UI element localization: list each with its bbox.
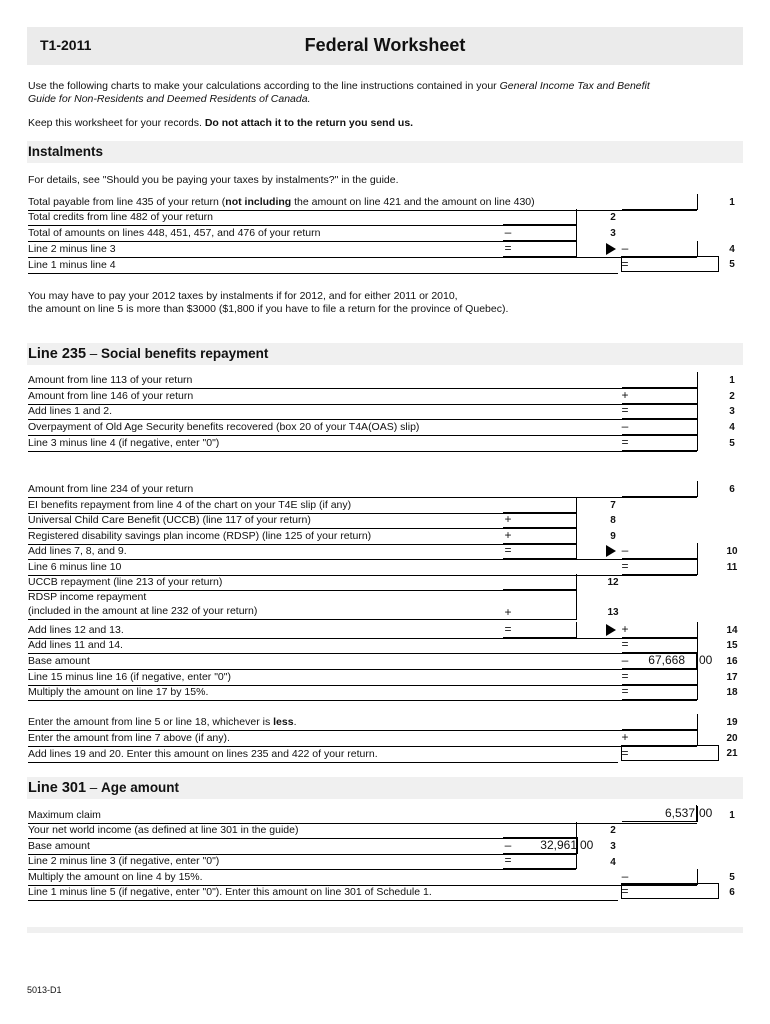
line235-field-7[interactable]: [503, 497, 577, 513]
line235-row-7: EI benefits repayment from line 4 of the chart on your T4E slip (if any): [28, 497, 576, 514]
line235-section-header: [27, 343, 743, 365]
minus-sign: –: [504, 838, 512, 852]
line-number: 5: [729, 438, 735, 449]
instalments-row-2: Total credits from line 482 of your return: [28, 209, 576, 226]
form-code: 5013-D1: [27, 985, 62, 995]
line-number: 1: [729, 375, 735, 386]
instalments-line-2-field[interactable]: [503, 209, 577, 225]
equals-sign: =: [504, 622, 512, 636]
equals-sign: =: [621, 684, 629, 698]
cents-divider: [577, 837, 578, 854]
line235-row-10: Add lines 7, 8, and 9.: [28, 543, 697, 560]
line-number: 9: [610, 531, 616, 542]
line235-subtotal-10[interactable]: [503, 543, 577, 559]
equals-sign: =: [621, 257, 629, 271]
line235-row-18: Multiply the amount on line 17 by 15%.: [28, 684, 697, 701]
line235-row-12: UCCB repayment (line 213 of your return): [28, 574, 576, 591]
minus-sign: –: [621, 241, 629, 255]
line235-row-13-label-2: (included in the amount at line 232 of your return): [28, 604, 576, 620]
line-number: 13: [607, 607, 619, 618]
line301-row-5: Multiply the amount on line 4 by 15%.: [28, 869, 697, 886]
line-number: 14: [726, 625, 738, 636]
line-number: 2: [729, 391, 735, 402]
instalments-footnote: You may have to pay your 2012 taxes by instalments if for 2012, and for either 2011 or 2010, the amount on line 5 is more than $3000 ($1,800 if you have to file a return for the province of Quebec).: [28, 290, 509, 315]
line301-result-6[interactable]: [621, 883, 719, 899]
instalments-line-3-field[interactable]: [503, 225, 577, 241]
line-number: 16: [726, 656, 738, 667]
line301-row-2: Your net world income (as defined at line 301 in the guide): [28, 822, 576, 839]
line235-subtotal-14[interactable]: [503, 622, 577, 638]
equals-sign: =: [621, 637, 629, 651]
equals-sign: =: [504, 543, 512, 557]
instalments-line-5-result[interactable]: [621, 256, 719, 272]
line235-field-10[interactable]: [622, 543, 698, 559]
line235-field-8[interactable]: [503, 512, 577, 528]
line235-field-18[interactable]: [622, 684, 698, 700]
line235-field-3[interactable]: [622, 403, 698, 419]
line235-field-15[interactable]: [622, 637, 698, 653]
line235-field-17[interactable]: [622, 669, 698, 685]
line-number: 18: [726, 687, 738, 698]
line235-row-9: Registered disability savings plan income (RDSP) (line 125 of your return): [28, 528, 576, 545]
equals-sign: =: [621, 403, 629, 417]
equals-sign: =: [621, 559, 629, 573]
line301-max-dollars: 6,537: [664, 806, 695, 820]
plus-sign: +: [621, 622, 629, 636]
arrow-right-icon: [606, 545, 616, 557]
line301-title: Line 301 – Age amount: [28, 780, 180, 796]
line-number: 2: [610, 825, 616, 836]
line235-field-2[interactable]: [622, 388, 698, 404]
line-number: 21: [726, 748, 738, 759]
plus-sign: +: [504, 512, 512, 526]
line235-field-12[interactable]: [503, 574, 577, 590]
line235-field-9[interactable]: [503, 528, 577, 544]
intro-paragraph: Use the following charts to make your calculations according to the line instructions contained in your General Income Tax and Benefit Guide for Non-Residents and Deemed Residents of Canada.: [28, 80, 650, 105]
equals-sign: =: [621, 669, 629, 683]
plus-sign: +: [621, 730, 629, 744]
instalments-line-4-field[interactable]: [622, 241, 698, 257]
equals-sign: =: [504, 241, 512, 255]
records-note: Keep this worksheet for your records. Do not attach it to the return you send us.: [28, 117, 414, 129]
header-bar: [27, 27, 743, 65]
line235-field-5[interactable]: [622, 435, 698, 451]
line235-field-19[interactable]: [622, 714, 698, 730]
equals-sign: =: [621, 746, 629, 760]
line235-row-5: Line 3 minus line 4 (if negative, enter "0"): [28, 435, 697, 452]
line-number: 15: [726, 640, 738, 651]
line301-row-6: Line 1 minus line 5 (if negative, enter "0"). Enter this amount on line 301 of Schedule 1.: [28, 884, 618, 901]
line235-result-21[interactable]: [621, 745, 719, 761]
line-number: 8: [610, 515, 616, 526]
line235-field-20[interactable]: [622, 730, 698, 746]
line235-row-16: Base amount: [28, 653, 697, 670]
line235-row-19: Enter the amount from line 5 or line 18, whichever is less.: [28, 714, 697, 731]
line-number: 20: [726, 733, 738, 744]
cents-divider: [696, 805, 697, 822]
line235-row-2: Amount from line 146 of your return: [28, 388, 697, 405]
line301-section-header: [27, 777, 743, 799]
line-number: 2: [610, 212, 616, 223]
minus-sign: –: [621, 419, 629, 433]
instalments-line-4-subtotal[interactable]: [503, 241, 577, 257]
minus-sign: –: [621, 869, 629, 883]
line-number: 5: [729, 259, 735, 270]
line235-row-4: Overpayment of Old Age Security benefits recovered (box 20 of your T4A(OAS) slip): [28, 419, 697, 436]
line235-field-13[interactable]: [503, 590, 577, 620]
line-number: 6: [729, 484, 735, 495]
line-number: 4: [610, 857, 616, 868]
line-number: 6: [729, 887, 735, 898]
line235-field-14[interactable]: [622, 622, 698, 638]
equals-sign: =: [621, 435, 629, 449]
line-number: 4: [729, 244, 735, 255]
plus-sign: +: [621, 388, 629, 402]
line235-field-6[interactable]: [622, 481, 698, 497]
line-number: 1: [729, 197, 735, 208]
minus-sign: –: [621, 543, 629, 557]
line-number: 3: [610, 228, 616, 239]
line-number: 10: [726, 546, 738, 557]
plus-sign: +: [504, 528, 512, 542]
minus-sign: –: [504, 225, 512, 239]
line-number: 7: [610, 500, 616, 511]
line301-field-2[interactable]: [503, 822, 577, 838]
line301-base-cents: 00: [580, 838, 594, 852]
instalments-row-3: Total of amounts on lines 448, 451, 457, and 476 of your return: [28, 225, 576, 242]
line235-row-17: Line 15 minus line 16 (if negative, enter "0"): [28, 669, 697, 686]
instalments-row-4: Line 2 minus line 3: [28, 241, 697, 258]
instalments-row-1: Total payable from line 435 of your return (not including the amount on line 421 and the amount on line 430): [28, 194, 697, 211]
line235-row-14: Add lines 12 and 13.: [28, 622, 697, 639]
line301-row-3: Base amount: [28, 838, 576, 855]
line-number: 17: [726, 672, 738, 683]
arrow-right-icon: [606, 243, 616, 255]
cents-divider: [696, 652, 697, 669]
line235-row-21: Add lines 19 and 20. Enter this amount on lines 235 and 422 of your return.: [28, 746, 618, 763]
arrow-right-icon: [606, 624, 616, 636]
line301-max-cents: 00: [699, 806, 713, 820]
line235-base-cents: 00: [699, 653, 713, 667]
line235-row-1: Amount from line 113 of your return: [28, 372, 697, 389]
plus-sign: +: [504, 605, 512, 619]
line301-field-4[interactable]: [503, 853, 577, 869]
line-number: 1: [729, 810, 735, 821]
line-number: 3: [610, 841, 616, 852]
equals-sign: =: [621, 884, 629, 898]
line-number: 4: [729, 422, 735, 433]
instalments-line-1-field[interactable]: [622, 194, 698, 210]
line301-row-1: Maximum claim: [28, 807, 697, 824]
page-title: Federal Worksheet: [304, 35, 466, 55]
line235-row-13-label-1: RDSP income repayment: [28, 591, 147, 603]
line301-row-4: Line 2 minus line 3 (if negative, enter "0"): [28, 853, 576, 870]
line-number: 12: [607, 577, 619, 588]
line235-row-6: Amount from line 234 of your return: [28, 481, 697, 498]
minus-sign: –: [621, 653, 629, 667]
line235-row-11: Line 6 minus line 10: [28, 559, 697, 576]
line235-row-15: Add lines 11 and 14.: [28, 637, 697, 654]
bottom-divider: [27, 927, 743, 933]
line-number: 3: [729, 406, 735, 417]
instalments-note: For details, see "Should you be paying your taxes by instalments?" in the guide.: [28, 174, 399, 186]
line-number: 19: [726, 717, 738, 728]
instalments-row-5: Line 1 minus line 4: [28, 257, 618, 274]
line235-row-8: Universal Child Care Benefit (UCCB) (line 117 of your return): [28, 512, 576, 529]
line235-field-11[interactable]: [622, 559, 698, 575]
line235-row-3: Add lines 1 and 2.: [28, 403, 697, 420]
line235-title: Line 235 – Social benefits repayment: [28, 346, 269, 362]
line301-base-dollars: 32,961: [540, 838, 577, 852]
line235-base-dollars: 67,668: [648, 653, 685, 667]
line-number: 11: [726, 562, 738, 573]
instalments-title: Instalments: [28, 144, 104, 159]
instalments-section-header: [27, 141, 743, 163]
line-number: 5: [729, 872, 735, 883]
line235-row-20: Enter the amount from line 7 above (if any).: [28, 730, 697, 747]
line235-field-1[interactable]: [622, 372, 698, 388]
line235-field-4[interactable]: [622, 419, 698, 435]
equals-sign: =: [504, 853, 512, 867]
form-number: T1-2011: [40, 37, 92, 53]
